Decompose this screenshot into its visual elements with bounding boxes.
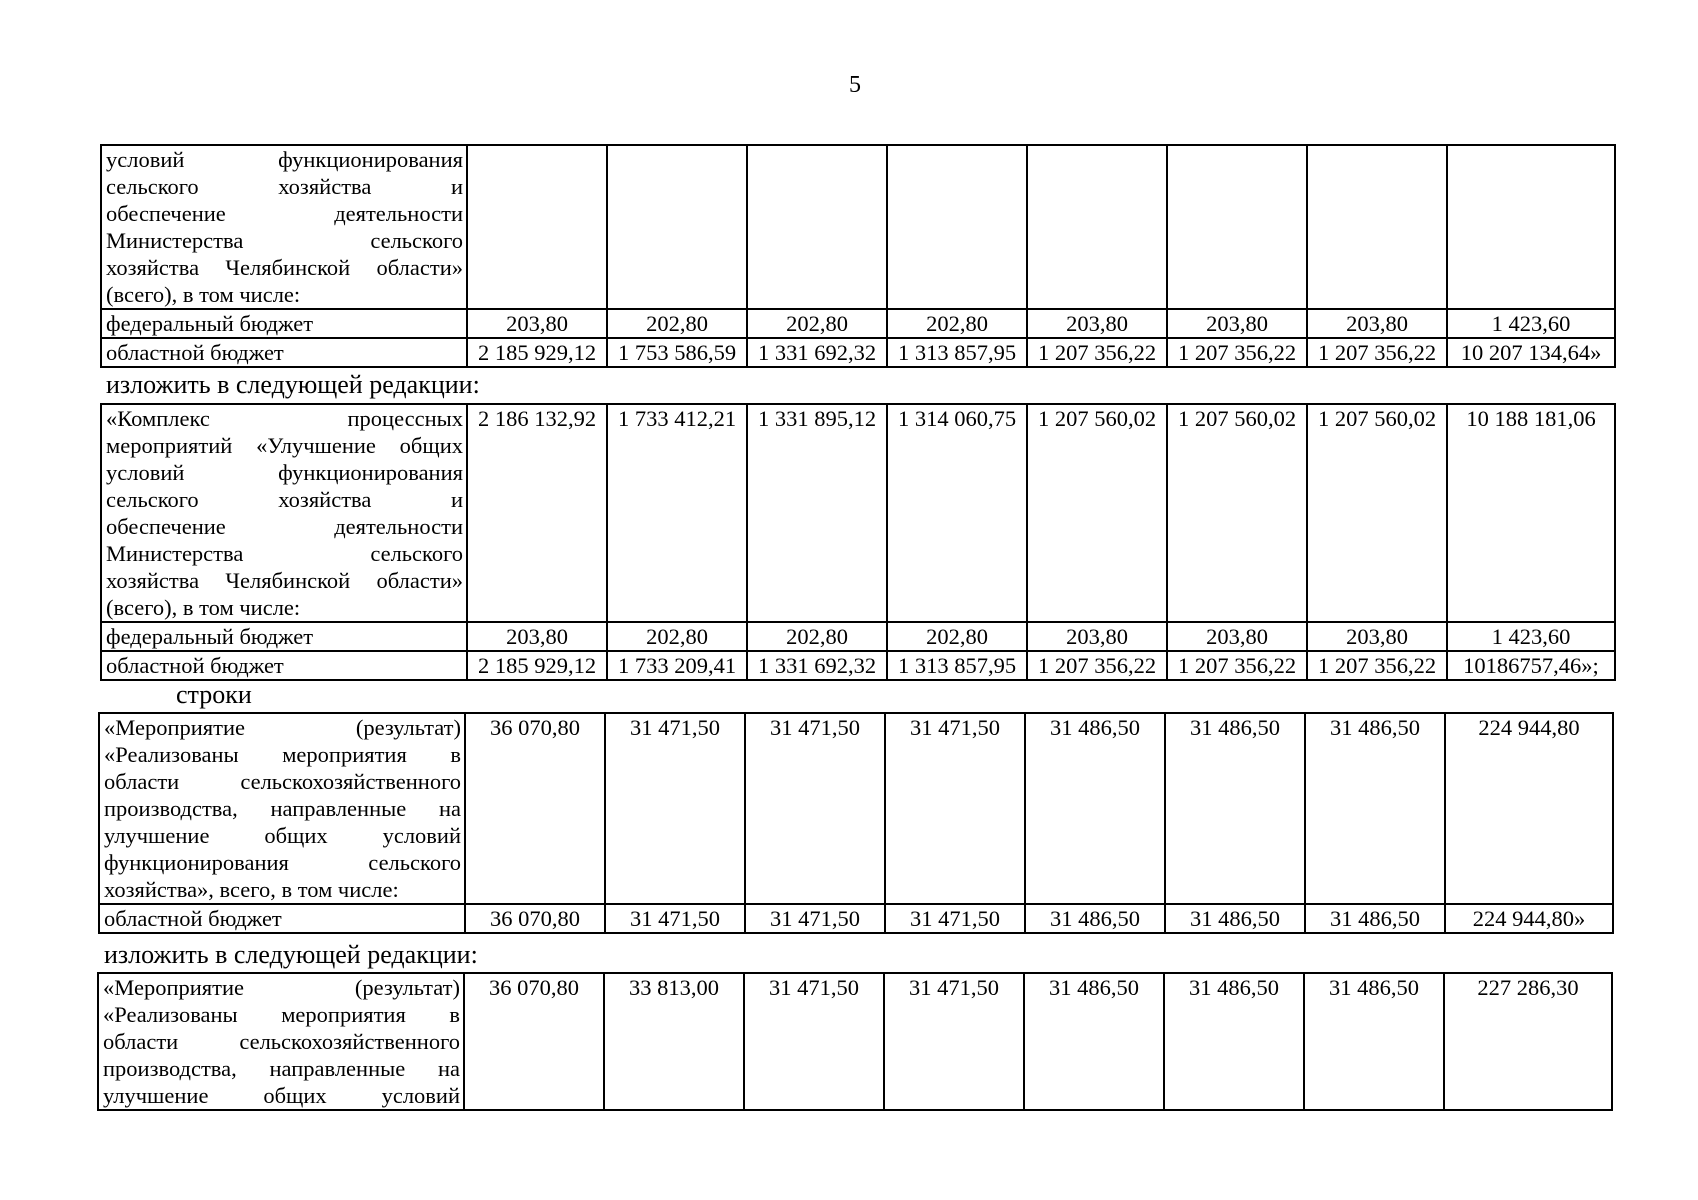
table-row (101, 145, 1615, 309)
value-cell: 1 207 356,22 (1027, 651, 1167, 680)
value-cell: 31 486,50 (1025, 713, 1165, 904)
row-label-regional: областной бюджет (99, 904, 465, 933)
value-cell: 36 070,80 (464, 973, 604, 1110)
row-label-measure: «Мероприятие (результат) «Реализованы мероприятия в области сельскохозяйственного производства, направленные на улучшение общих условий (98, 973, 464, 1110)
value-cell: 31 486,50 (1164, 973, 1304, 1110)
value-cell: 36 070,80 (465, 904, 605, 933)
value-cell: 31 471,50 (884, 973, 1024, 1110)
value-cell: 202,80 (887, 309, 1027, 338)
value-cell: 31 471,50 (745, 713, 885, 904)
table-new-measure (97, 972, 1613, 1111)
value-cell: 31 471,50 (885, 713, 1025, 904)
value-cell: 1 207 356,22 (1167, 651, 1307, 680)
instruction-text: изложить в следующей редакции: (104, 940, 478, 969)
value-cell: 1 331 895,12 (747, 404, 887, 622)
row-label-regional: областной бюджет (101, 338, 467, 367)
table-row (98, 973, 1612, 1110)
value-cell: 203,80 (1167, 309, 1307, 338)
value-cell: 1 331 692,32 (747, 338, 887, 367)
value-cell: 33 813,00 (604, 973, 744, 1110)
value-cell-total: 10 188 181,06 (1447, 404, 1615, 622)
value-cell: 202,80 (747, 309, 887, 338)
value-cell-total: 224 944,80 (1445, 713, 1613, 904)
value-cell: 1 207 356,22 (1167, 338, 1307, 367)
table-new-complex (100, 403, 1616, 681)
value-cell: 1 207 560,02 (1307, 404, 1447, 622)
value-cell-total: 1 423,60 (1447, 309, 1615, 338)
value-cell: 1 733 209,41 (607, 651, 747, 680)
table-row (101, 622, 1615, 651)
value-cell: 203,80 (1027, 309, 1167, 338)
instruction-text: изложить в следующей редакции: (106, 370, 480, 399)
value-cell-total: 10 207 134,64» (1447, 338, 1615, 367)
row-label-regional: областной бюджет (101, 651, 467, 680)
table-row (99, 904, 1613, 933)
table-row (101, 651, 1615, 680)
table-row (101, 404, 1615, 622)
value-cell: 31 471,50 (745, 904, 885, 933)
value-cell: 1 207 560,02 (1167, 404, 1307, 622)
value-cell: 2 185 929,12 (467, 338, 607, 367)
value-cell: 1 207 560,02 (1027, 404, 1167, 622)
value-cell: 202,80 (747, 622, 887, 651)
row-label-federal: федеральный бюджет (101, 309, 467, 338)
instruction-text: строки (176, 680, 252, 709)
row-label-measure: «Мероприятие (результат) «Реализованы мероприятия в области сельскохозяйственного производства, направленные на улучшение общих условий функционирования сельского хозяйства», всего, в том числе: (99, 713, 465, 904)
row-label-complex: условий функционирования сельского хозяйства и обеспечение деятельности Министерства сельского хозяйства Челябинской области» (всего), в том числе: (101, 145, 467, 309)
value-cell: 31 486,50 (1305, 904, 1445, 933)
value-cell: 31 486,50 (1304, 973, 1444, 1110)
value-cell: 36 070,80 (465, 713, 605, 904)
value-cell: 1 314 060,75 (887, 404, 1027, 622)
value-cell: 31 486,50 (1165, 713, 1305, 904)
table-row (101, 309, 1615, 338)
value-cell-total: 10186757,46»; (1447, 651, 1615, 680)
value-cell: 203,80 (467, 622, 607, 651)
value-cell: 203,80 (1027, 622, 1167, 651)
value-cell (1167, 145, 1307, 309)
value-cell: 31 486,50 (1025, 904, 1165, 933)
value-cell: 31 486,50 (1305, 713, 1445, 904)
value-cell: 203,80 (1307, 622, 1447, 651)
value-cell: 203,80 (1307, 309, 1447, 338)
value-cell: 203,80 (467, 309, 607, 338)
value-cell-total: 1 423,60 (1447, 622, 1615, 651)
value-cell: 2 186 132,92 (467, 404, 607, 622)
value-cell (887, 145, 1027, 309)
value-cell: 203,80 (1167, 622, 1307, 651)
value-cell: 1 733 412,21 (607, 404, 747, 622)
row-label-complex: «Комплекс процессных мероприятий «Улучшение общих условий функционирования сельского хозяйства и обеспечение деятельности Министерства сельского хозяйства Челябинской области» (всего), в том числе: (101, 404, 467, 622)
value-cell: 202,80 (607, 309, 747, 338)
value-cell: 1 753 586,59 (607, 338, 747, 367)
table-row (101, 338, 1615, 367)
value-cell: 1 207 356,22 (1307, 651, 1447, 680)
value-cell (467, 145, 607, 309)
value-cell: 31 471,50 (605, 713, 745, 904)
value-cell: 1 313 857,95 (887, 338, 1027, 367)
value-cell: 31 471,50 (885, 904, 1025, 933)
value-cell (1027, 145, 1167, 309)
value-cell: 2 185 929,12 (467, 651, 607, 680)
value-cell (607, 145, 747, 309)
value-cell (747, 145, 887, 309)
value-cell: 31 486,50 (1024, 973, 1164, 1110)
value-cell: 31 471,50 (605, 904, 745, 933)
value-cell-total: 227 286,30 (1444, 973, 1612, 1110)
value-cell: 1 207 356,22 (1307, 338, 1447, 367)
value-cell: 1 313 857,95 (887, 651, 1027, 680)
value-cell: 31 471,50 (744, 973, 884, 1110)
value-cell: 202,80 (607, 622, 747, 651)
row-label-federal: федеральный бюджет (101, 622, 467, 651)
table-row (99, 713, 1613, 904)
table-previous-measure (98, 712, 1614, 934)
value-cell: 1 331 692,32 (747, 651, 887, 680)
value-cell: 31 486,50 (1165, 904, 1305, 933)
table-previous-complex (100, 144, 1616, 368)
value-cell: 1 207 356,22 (1027, 338, 1167, 367)
value-cell-total (1447, 145, 1615, 309)
value-cell: 202,80 (887, 622, 1027, 651)
value-cell (1307, 145, 1447, 309)
page-number: 5 (849, 72, 861, 98)
value-cell-total: 224 944,80» (1445, 904, 1613, 933)
